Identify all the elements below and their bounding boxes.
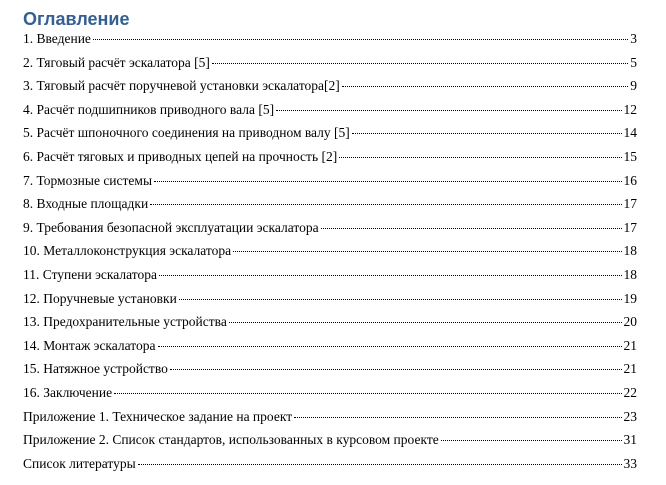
toc-entry-page-number: 33 — [623, 455, 637, 471]
toc-entry-page-number: 22 — [623, 384, 637, 400]
toc-entry-label: Приложение 2. Список стандартов, использованных в курсовом проекте — [23, 432, 439, 448]
toc-dot-leader — [229, 322, 622, 323]
toc-entry-page-number: 17 — [623, 219, 637, 235]
toc-entry-page-number: 15 — [623, 148, 637, 164]
toc-list — [23, 31, 637, 479]
toc-dot-leader — [179, 299, 622, 300]
toc-entry-page-number: 21 — [623, 337, 637, 353]
toc-entry-label: 9. Требования безопасной эксплуатации эскалатора — [23, 219, 319, 235]
toc-entry[interactable] — [23, 31, 637, 55]
toc-dot-leader — [150, 204, 621, 205]
toc-dot-leader — [339, 157, 621, 158]
toc-entry-label: 12. Поручневые установки — [23, 290, 177, 306]
toc-entry-page-number: 16 — [623, 172, 637, 188]
toc-entry-page-number: 17 — [623, 196, 637, 212]
toc-entry[interactable] — [23, 291, 637, 315]
toc-dot-leader — [321, 228, 622, 229]
toc-entry-page-number: 14 — [623, 125, 637, 141]
toc-entry-label: Список литературы — [23, 455, 136, 471]
toc-entry-label: Приложение 1. Техническое задание на проект — [23, 408, 293, 424]
toc-entry[interactable] — [23, 78, 637, 102]
toc-entry-label: 16. Заключение — [23, 384, 113, 400]
table-of-contents — [23, 8, 637, 479]
toc-dot-leader — [294, 417, 621, 418]
toc-title: Оглавление — [23, 9, 130, 29]
toc-dot-leader — [114, 393, 621, 394]
toc-entry[interactable] — [23, 220, 637, 244]
toc-dot-leader — [233, 251, 621, 252]
toc-entry-label: 7. Тормозные системы — [23, 172, 153, 188]
toc-entry-label: 4. Расчёт подшипников приводного вала [5] — [23, 101, 275, 117]
toc-dot-leader — [93, 39, 628, 40]
toc-entry-label: 2. Тяговый расчёт эскалатора [5] — [23, 54, 210, 70]
toc-dot-leader — [159, 275, 622, 276]
toc-entry-label: 6. Расчёт тяговых и приводных цепей на прочность [2] — [23, 148, 338, 164]
toc-entry-page-number: 18 — [623, 266, 637, 282]
toc-dot-leader — [212, 63, 628, 64]
toc-entry[interactable] — [23, 267, 637, 291]
toc-entry[interactable] — [23, 385, 637, 409]
toc-entry[interactable] — [23, 361, 637, 385]
toc-dot-leader — [154, 181, 621, 182]
toc-entry[interactable] — [23, 314, 637, 338]
toc-dot-leader — [276, 110, 621, 111]
toc-entry[interactable] — [23, 409, 637, 433]
toc-entry-label: 1. Введение — [23, 31, 91, 46]
toc-entry-label: 8. Входные площадки — [23, 196, 149, 212]
toc-dot-leader — [158, 346, 622, 347]
toc-entry[interactable] — [23, 456, 637, 480]
toc-entry-label: 15. Натяжное устройство — [23, 361, 168, 377]
toc-entry[interactable] — [23, 173, 637, 197]
toc-entry-page-number: 31 — [623, 432, 637, 448]
toc-entry-page-number: 20 — [623, 314, 637, 330]
toc-dot-leader — [342, 86, 628, 87]
toc-entry[interactable] — [23, 125, 637, 149]
toc-entry-page-number: 19 — [623, 290, 637, 306]
toc-entry-page-number: 5 — [630, 54, 637, 70]
toc-entry[interactable] — [23, 243, 637, 267]
toc-entry[interactable] — [23, 55, 637, 79]
toc-entry-label: 14. Монтаж эскалатора — [23, 337, 156, 353]
toc-dot-leader — [170, 369, 622, 370]
toc-entry[interactable] — [23, 432, 637, 456]
toc-entry-page-number: 12 — [623, 101, 637, 117]
toc-entry[interactable] — [23, 196, 637, 220]
toc-entry-page-number: 23 — [623, 408, 637, 424]
toc-entry-label: 10. Металлоконструкция эскалатора — [23, 243, 232, 259]
toc-entry[interactable] — [23, 338, 637, 362]
toc-entry-label: 13. Предохранительные устройства — [23, 314, 227, 330]
toc-entry-page-number: 18 — [623, 243, 637, 259]
toc-entry-label: 3. Тяговый расчёт поручневой установки эскалатора[2] — [23, 78, 340, 94]
toc-entry-page-number: 21 — [623, 361, 637, 377]
toc-dot-leader — [441, 440, 622, 441]
toc-entry-label: 5. Расчёт шпоночного соединения на приводном валу [5] — [23, 125, 350, 141]
toc-entry[interactable] — [23, 149, 637, 173]
toc-entry-page-number: 3 — [630, 31, 637, 46]
toc-entry-label: 11. Ступени эскалатора — [23, 266, 157, 282]
toc-entry[interactable] — [23, 102, 637, 126]
toc-entry-page-number: 9 — [630, 78, 637, 94]
toc-dot-leader — [352, 133, 622, 134]
toc-dot-leader — [138, 464, 622, 465]
